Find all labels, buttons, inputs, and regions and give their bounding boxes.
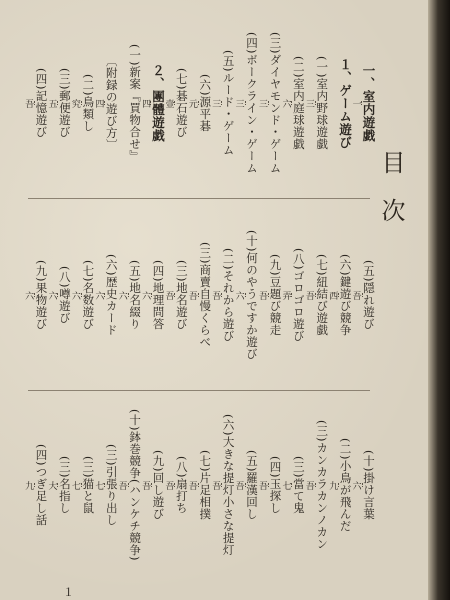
toc-entry-page: 六: [280, 99, 291, 107]
divider-lower: [28, 390, 370, 391]
toc-entry: [351, 206, 374, 384]
toc-entry-title: (三)地名遊び: [174, 260, 189, 330]
toc-entry: [351, 398, 374, 572]
toc-entry-title: (三)當て鬼: [291, 456, 306, 514]
toc-entry: [210, 398, 236, 572]
toc-entry-title: (五)ルード・ゲーム: [221, 50, 236, 156]
toc-entry: [93, 206, 119, 384]
toc-entry-title: (二)鳥類し: [81, 74, 96, 132]
toc-entry-page: 吾: [186, 481, 197, 489]
toc-entry: [186, 206, 213, 384]
toc-entry-page: 九: [327, 481, 338, 489]
toc-entry: [69, 398, 96, 572]
toc-entry-title: (六)鍵遊び競争: [338, 254, 353, 336]
toc-entry: [303, 206, 330, 384]
toc-entry-title: (四)ボークライン・ゲーム: [245, 32, 260, 174]
toc-entry-title: 一、室内遊戯: [361, 64, 376, 142]
toc-entry: [140, 14, 166, 192]
toc-entry: [69, 206, 96, 384]
toc-entry: [280, 14, 306, 192]
toc-entry: [210, 206, 236, 384]
toc-entry-page: 三: [303, 99, 314, 107]
toc-entry: [93, 398, 119, 572]
toc-entry: [280, 398, 306, 572]
toc-entry-title: (九)回し遊び: [151, 450, 166, 520]
toc-entry-page: 九: [23, 481, 34, 489]
toc-entry-page: 西: [327, 291, 338, 299]
toc-entry-title: (七)紐結び遊戯: [315, 254, 330, 336]
toc-entry-title: (三)名指し: [57, 456, 72, 514]
toc-entry-title: １、ゲーム遊び: [337, 57, 353, 149]
toc-entry-title: (一)室内野球遊戯: [315, 56, 330, 150]
toc-entry: [327, 398, 353, 572]
toc-entry: [186, 398, 213, 572]
toc-entry: [327, 206, 353, 384]
toc-entry-title: 〔附録の遊び方〕: [104, 55, 119, 151]
toc-entry-page: 吾: [233, 481, 244, 489]
toc-entry-page: 吾: [210, 481, 221, 489]
toc-entry: [140, 398, 166, 572]
toc-entry-title: (八)噂遊び: [57, 266, 72, 324]
toc-entry-title: (二)室内庭球遊戯: [291, 56, 306, 150]
toc-entry: [233, 206, 260, 384]
toc-entry: [233, 14, 260, 192]
toc-entry-title: (三)郵便遊び: [57, 68, 72, 138]
toc-entry-page: 吾: [163, 481, 174, 489]
toc-entry-title: (九)果物遊び: [34, 260, 49, 330]
toc-entry-page: 六: [140, 291, 151, 299]
toc-entry-page: 吾: [257, 481, 268, 489]
toc-band-middle: [22, 206, 374, 384]
toc-entry-page: 六: [69, 291, 80, 299]
toc-entry-page: 元: [186, 99, 197, 107]
contents-heading: 目次: [377, 150, 405, 246]
toc-entry-title: (四)玉探し: [268, 456, 283, 514]
toc-entry-page: 大: [46, 481, 57, 489]
toc-entry-page: 吾: [303, 291, 314, 299]
toc-entry-page: 七: [93, 481, 104, 489]
toc-entry-title: (六)歴史カード: [104, 254, 119, 336]
toc-entry: [163, 206, 189, 384]
toc-entry-page: 四: [140, 99, 151, 107]
toc-entry-page: 六: [233, 291, 244, 299]
toc-entry: [23, 206, 49, 384]
toc-entry-title: (八)ゴロゴロ遊び: [291, 248, 306, 342]
toc-entry-page: 七: [69, 481, 80, 489]
toc-entry-page: 吾: [186, 291, 197, 299]
toc-entry-title: (四)記憶遊び: [34, 68, 49, 138]
toc-entry-page: 六: [116, 291, 127, 299]
toc-entry: [93, 14, 119, 192]
toc-entry: [303, 14, 330, 192]
toc-entry: [280, 206, 306, 384]
toc-entry-title: (三)引張り出し: [104, 444, 119, 526]
toc-entry-title: (七)碁石遊び: [174, 68, 189, 138]
toc-band-lower: [22, 398, 374, 572]
toc-entry-title: (四)つぎ足し話: [34, 444, 49, 526]
toc-entry-page: 吾: [116, 481, 127, 489]
toc-entry-page: 弄: [280, 291, 291, 299]
toc-entry-title: (七)片足相撲: [198, 450, 213, 520]
toc-entry-title: (八)扇打ち: [174, 456, 189, 514]
toc-entry-page: 四: [93, 99, 104, 107]
toc-entry: [116, 398, 143, 572]
toc-entry-title: (三)商賣自慢くらべ: [198, 242, 213, 348]
toc-entry-page: 吾: [303, 481, 314, 489]
toc-entry-page: 一: [350, 99, 361, 107]
divider-upper: [28, 198, 370, 199]
toc-entry-page: 六: [46, 291, 57, 299]
toc-entry-title: (十)掛け言葉: [362, 450, 376, 520]
toc-entry-title: (十)何のやうですか遊び: [245, 230, 260, 360]
toc-entry-title: (六)源平碁: [198, 74, 213, 132]
toc-entry: [23, 14, 49, 192]
toc-entry-title: (五)地名綴り: [128, 260, 143, 330]
toc-entry-title: (十)鉢巻競争(ハンケチ競争): [128, 409, 143, 561]
toc-entry-title: (一)新案『買物合せ』: [128, 44, 143, 162]
toc-entry-page: 六: [350, 481, 361, 489]
toc-entry-title: (五)隠れ遊び: [362, 260, 376, 330]
toc-entry: [116, 206, 143, 384]
toc-entry-title: ２、團體遊戯: [150, 64, 166, 142]
toc-entry-page: 六: [93, 291, 104, 299]
toc-entry: [47, 398, 70, 572]
toc-entry: [257, 14, 283, 192]
toc-entry-page: 吾: [350, 291, 361, 299]
toc-entry-page: 三: [257, 99, 268, 107]
toc-entry: [163, 398, 189, 572]
toc-entry: [163, 14, 189, 192]
toc-entry: [69, 14, 96, 192]
toc-entry-page: 五: [46, 99, 57, 107]
toc-entry-title: (七)名数遊び: [81, 260, 96, 330]
toc-entry: [257, 206, 283, 384]
toc-entry: [351, 14, 374, 192]
page-number: １: [63, 586, 74, 599]
toc-entry-title: (三)カンカラカンノカン: [315, 420, 330, 550]
toc-entry-title: (二)小鳥が飛んだ: [338, 438, 353, 532]
toc-entry: [23, 398, 49, 572]
toc-entry-page: 吾: [140, 481, 151, 489]
toc-entry-page: 三: [210, 99, 221, 107]
toc-entry: [233, 398, 260, 572]
toc-entry-title: (九)豆題び競走: [268, 254, 283, 336]
toc-entry: [210, 14, 236, 192]
toc-entry-page: 究: [69, 99, 80, 107]
toc-entry-title: (三)猫と鼠: [81, 456, 96, 514]
toc-entry-page: 七: [280, 481, 291, 489]
toc-band-upper: [22, 14, 374, 192]
toc-entry-page: 壹: [163, 99, 174, 107]
toc-entry-title: (六)大きな提灯小さな提灯: [221, 414, 236, 556]
toc-entry-page: 吾: [210, 291, 221, 299]
toc-entry: [140, 206, 166, 384]
toc-entry-title: (五)羅漢回し: [245, 450, 260, 520]
toc-entry: [117, 14, 143, 192]
toc-entry: [47, 14, 70, 192]
toc-entry: [327, 14, 353, 192]
toc-entry: [303, 398, 330, 572]
toc-entry-title: (四)地理問答: [151, 260, 166, 330]
toc-entry-page: 吾: [23, 99, 34, 107]
page-gutter: [428, 0, 450, 600]
toc-entry: [186, 14, 213, 192]
toc-entry-page: 吾: [257, 291, 268, 299]
toc-entry-title: (二)それから遊び: [221, 248, 236, 342]
toc-entry: [257, 398, 283, 572]
toc-entry-page: 六: [23, 291, 34, 299]
toc-entry: [47, 206, 70, 384]
toc-entry-page: 吾: [163, 291, 174, 299]
toc-entry-title: (三)ダイヤモンド・ゲーム: [268, 32, 283, 174]
toc-entry-page: 三: [233, 99, 244, 107]
